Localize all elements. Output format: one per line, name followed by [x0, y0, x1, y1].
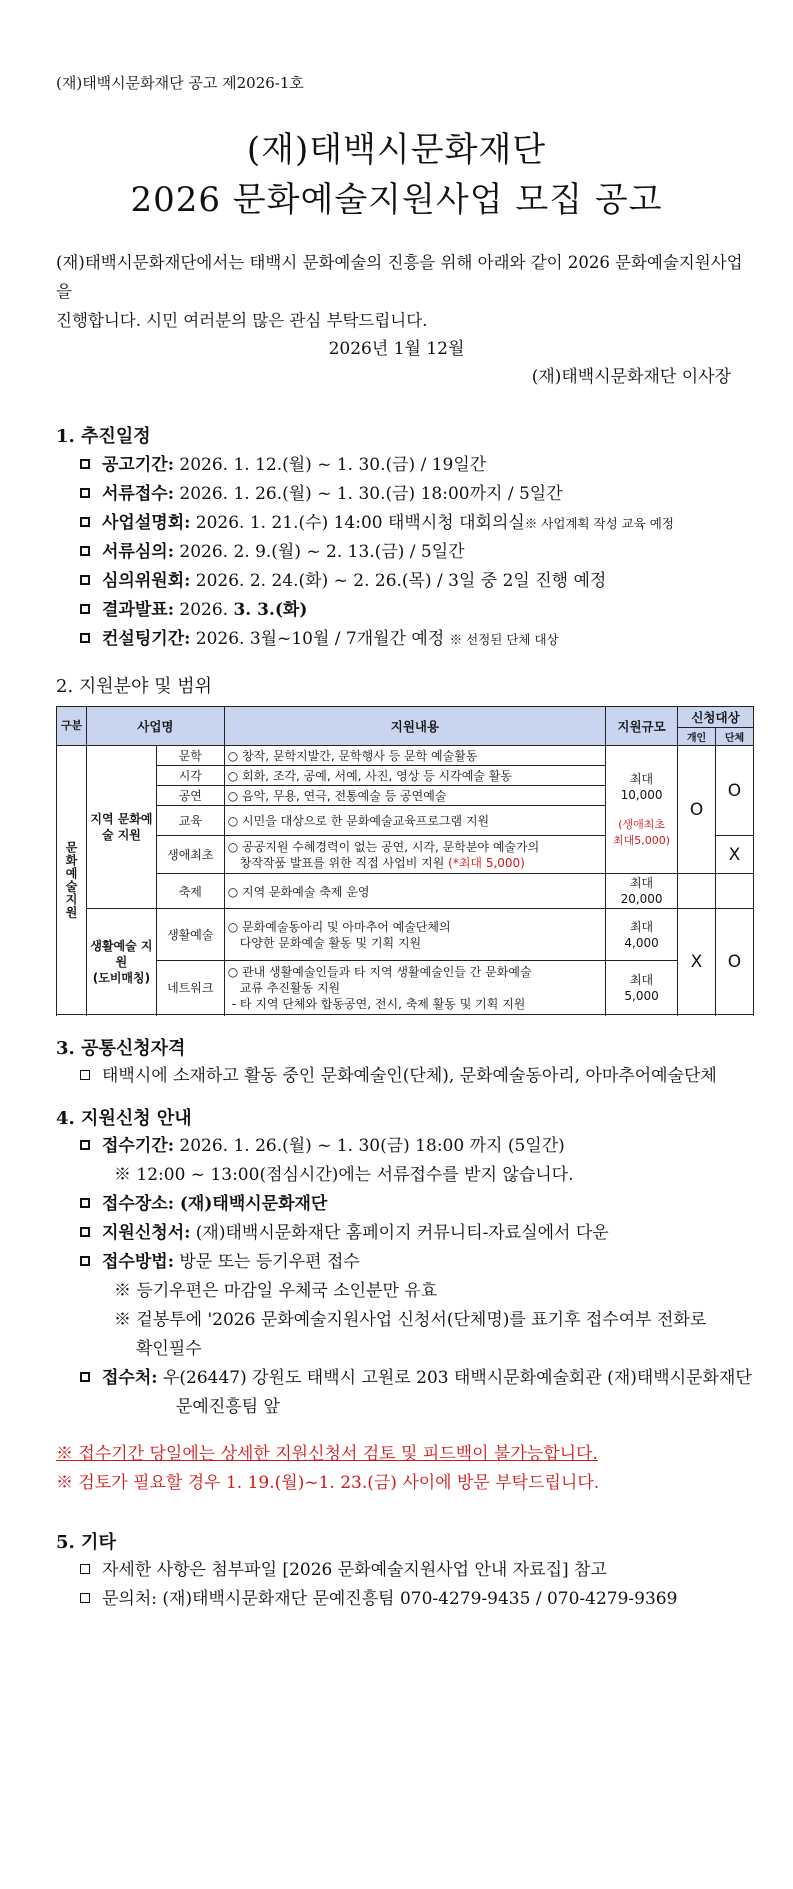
scale-network: [606, 961, 678, 1015]
section-4-heading: 4. 지원신청 안내: [56, 1108, 192, 1129]
division-cell: 문화예술지원: [57, 746, 87, 1015]
section-5-heading: 5. 기타: [56, 1532, 116, 1553]
individual-life: X: [678, 909, 716, 1015]
scale-text: 최대: [629, 919, 654, 934]
group-life-note: (도비매칭): [92, 970, 151, 985]
application-note: ※ 12:00 ~ 13:00(점심시간)에는 서류접수를 받지 않습니다.: [114, 1165, 574, 1185]
application-address-line: 문예진흥팀 앞: [176, 1397, 280, 1417]
content-line: 교류 추진활동 지원: [239, 980, 341, 995]
schedule-label: 결과발표:: [102, 600, 174, 620]
content-line: ○ 관내 생활예술인들과 타 지역 생활예술인들 간 문화예술: [227, 964, 532, 979]
scale-regional: [606, 746, 678, 874]
business-visual: 시각: [156, 766, 224, 786]
application-list: [80, 1132, 760, 1422]
individual-regional: O: [678, 746, 716, 874]
warning-block: [56, 1440, 736, 1498]
scale-value: 20,000: [620, 892, 663, 906]
etc-text: 자세한 사항은 첨부파일 [2026 문화예술지원사업 안내 자료집] 참고: [102, 1560, 607, 1580]
header-division: 구분: [57, 707, 87, 746]
scale-value: 5,000: [624, 988, 659, 1003]
individual-festival: [678, 874, 716, 909]
square-bullet-icon: [80, 633, 90, 643]
square-bullet-icon: [80, 604, 90, 614]
scale-text: 최대: [629, 876, 654, 890]
schedule-text: 2026. 3월~10월 / 7개월간 예정: [190, 629, 450, 649]
notice-date: 2026년 1월 12월: [328, 339, 465, 359]
business-life: 생활예술: [156, 909, 224, 961]
application-text: (재)태백시문화재단 홈페이지 커뮤니티-자료실에서 다운: [190, 1223, 609, 1243]
application-label: 접수처:: [102, 1368, 158, 1388]
content-line: - 타 지역 단체와 합동공연, 전시, 축제 활동 및 기획 지원: [231, 996, 526, 1011]
application-item: [80, 1248, 760, 1277]
scale-value: 10,000: [620, 787, 663, 802]
scale-first-note: 최대5,000): [613, 833, 671, 847]
application-item: [80, 1364, 760, 1393]
title-line-2: 2026 문화예술지원사업 모집 공고: [130, 180, 663, 220]
title-line-1: (재)태백시문화재단: [246, 130, 547, 170]
schedule-item: [80, 625, 760, 654]
schedule-text: 2026. 1. 21.(수) 14:00 태백시청 대회의실: [190, 513, 525, 533]
etc-item: [80, 1556, 760, 1585]
business-performance: 공연: [156, 786, 224, 806]
schedule-label: 사업설명회:: [102, 513, 191, 533]
content-line: ○ 문화예술동아리 및 아마추어 예술단체의: [227, 919, 451, 934]
content-network: [224, 961, 605, 1015]
content-red-note: (*최대 5,000): [448, 855, 525, 870]
header-group: 단체: [715, 728, 753, 746]
application-label: 지원신청서:: [102, 1223, 191, 1243]
content-line: 다양한 문화예술 활동 및 기획 지원: [239, 935, 422, 950]
square-bullet-icon: [80, 1227, 90, 1237]
business-festival: 축제: [156, 874, 224, 909]
schedule-item: [80, 509, 760, 538]
content-festival: ○ 지역 문화예술 축제 운영: [224, 874, 605, 909]
section-2-heading: 2. 지원분야 및 범위: [56, 676, 213, 697]
notice-number: (재)태백시문화재단 공고 제2026-1호: [56, 74, 304, 92]
etc-text: 문의처: (재)태백시문화재단 문예진흥팀 070-4279-9435 / 070-4279-9369: [102, 1589, 678, 1609]
header-scale: 지원규모: [606, 707, 678, 746]
schedule-text: 2026. 1. 26.(월) ~ 1. 30.(금) 18:00까지 / 5일간: [173, 484, 563, 504]
application-note: 확인필수: [136, 1339, 202, 1359]
schedule-label: 공고기간:: [102, 455, 174, 475]
square-bullet-icon: [80, 1140, 90, 1150]
group-life: [86, 909, 156, 1015]
square-bullet-icon: [80, 546, 90, 556]
header-individual: 개인: [678, 728, 716, 746]
group-first-mark: X: [715, 836, 753, 874]
schedule-text: 2026. 2. 24.(화) ~ 2. 26.(목) / 3일 중 2일 진행 예정: [190, 571, 607, 591]
support-table: [56, 706, 754, 1015]
group-life-mark: O: [715, 909, 753, 1015]
square-bullet-icon: [80, 575, 90, 585]
header-business: 사업명: [86, 707, 224, 746]
content-education: ○ 시민을 대상으로 한 문화예술교육프로그램 지원: [224, 806, 605, 836]
section-1-heading: 1. 추진일정: [56, 426, 151, 447]
eligibility-text: 태백시에 소재하고 활동 중인 문화예술인(단체), 문화예술동아리, 아마추어예술단체: [102, 1066, 717, 1086]
content-life: [224, 909, 605, 961]
application-note: ※ 등기우편은 마감일 우체국 소인분만 유효: [114, 1281, 438, 1301]
intro-line-1: (재)태백시문화재단에서는 태백시 문화예술의 진흥을 위해 아래와 같이 2026 문화예술지원사업을: [56, 253, 743, 301]
schedule-text: 2026. 2. 9.(월) ~ 2. 13.(금) / 5일간: [173, 542, 465, 562]
group-festival: [715, 874, 753, 909]
business-education: 교육: [156, 806, 224, 836]
eligibility-list: [80, 1062, 760, 1091]
square-bullet-icon: [80, 1593, 90, 1603]
content-line: 창작작품 발표를 위한 직접 사업비 지원: [239, 855, 449, 870]
content-first: [224, 836, 605, 874]
schedule-text: 2026. 1. 12.(월) ~ 1. 30.(금) / 19일간: [173, 455, 487, 475]
business-literature: 문학: [156, 746, 224, 766]
scale-value: 4,000: [624, 935, 659, 950]
application-item: [80, 1132, 760, 1161]
scale-festival: [606, 874, 678, 909]
square-bullet-icon: [80, 488, 90, 498]
schedule-note: ※ 사업계획 작성 교육 예정: [524, 516, 674, 531]
schedule-item: [80, 567, 760, 596]
application-text: 방문 또는 등기우편 접수: [173, 1252, 360, 1272]
business-network: 네트워크: [156, 961, 224, 1015]
square-bullet-icon: [80, 1564, 90, 1574]
etc-item: [80, 1585, 760, 1614]
application-item: [80, 1190, 760, 1219]
schedule-list: [80, 451, 760, 654]
content-visual: ○ 회화, 조각, 공예, 서예, 사진, 영상 등 시각예술 활동: [224, 766, 605, 786]
content-literature: ○ 창작, 문학지발간, 문학행사 등 문학 예술활동: [224, 746, 605, 766]
scale-first-note: (생애최초: [618, 817, 665, 831]
application-label: 접수장소:: [102, 1194, 174, 1214]
scale-text: 최대: [629, 771, 654, 786]
schedule-label: 심의위원회:: [102, 571, 191, 591]
content-performance: ○ 음악, 무용, 연극, 전통예술 등 공연예술: [224, 786, 605, 806]
application-text: 2026. 1. 26.(월) ~ 1. 30(금) 18:00 까지 (5일간): [173, 1136, 565, 1156]
square-bullet-icon: [80, 1198, 90, 1208]
application-text: (재)태백시문화재단: [173, 1194, 328, 1214]
application-text: 우(26447) 강원도 태백시 고원로 203 태백시문화예술회관 (재)태백시문화재단: [157, 1368, 752, 1388]
schedule-item: [80, 480, 760, 509]
schedule-label: 컨설팅기간:: [102, 629, 191, 649]
business-first: 생애최초: [156, 836, 224, 874]
section-3-heading: 3. 공통신청자격: [56, 1038, 186, 1059]
application-label: 접수방법:: [102, 1252, 174, 1272]
schedule-label: 서류접수:: [102, 484, 174, 504]
content-line: ○ 공공지원 수혜경력이 없는 공연, 시각, 문학분야 예술가의: [227, 839, 540, 854]
schedule-item: [80, 596, 760, 625]
notice-signer: (재)태백시문화재단 이사장: [531, 367, 731, 387]
schedule-bold-date: 3. 3.(화): [233, 600, 308, 620]
application-label: 접수기간:: [102, 1136, 174, 1156]
schedule-item: [80, 451, 760, 480]
group-life-label: 생활예술 지원: [90, 938, 153, 969]
square-bullet-icon: [80, 517, 90, 527]
application-item: [80, 1219, 760, 1248]
warning-line-2: ※ 검토가 필요할 경우 1. 19.(월)~1. 23.(금) 사이에 방문 부탁드립니다.: [56, 1473, 600, 1493]
header-target: 신청대상: [678, 707, 754, 728]
schedule-label: 서류심의:: [102, 542, 174, 562]
group-regional: 지역 문화예술 지원: [86, 746, 156, 909]
square-bullet-icon: [80, 1372, 90, 1382]
square-bullet-icon: [80, 459, 90, 469]
square-bullet-icon: [80, 1256, 90, 1266]
scale-life: [606, 909, 678, 961]
eligibility-item: [80, 1062, 760, 1091]
application-note: ※ 겉봉투에 '2026 문화예술지원사업 신청서(단체명)를 표기후 접수여부 전화로: [114, 1310, 707, 1330]
intro-paragraph: [56, 248, 746, 335]
warning-line-1: ※ 접수기간 당일에는 상세한 지원신청서 검토 및 피드백이 불가능합니다.: [56, 1444, 598, 1464]
etc-list: [80, 1556, 760, 1614]
scale-text: 최대: [629, 972, 654, 987]
header-content: 지원내용: [224, 707, 605, 746]
group-regional-mark: O: [715, 746, 753, 836]
schedule-text: 2026.: [173, 600, 234, 620]
schedule-item: [80, 538, 760, 567]
square-bullet-icon: [80, 1070, 90, 1080]
intro-line-2: 진행합니다. 시민 여러분의 많은 관심 부탁드립니다.: [56, 311, 428, 330]
schedule-note: ※ 선정된 단체 대상: [449, 632, 559, 647]
